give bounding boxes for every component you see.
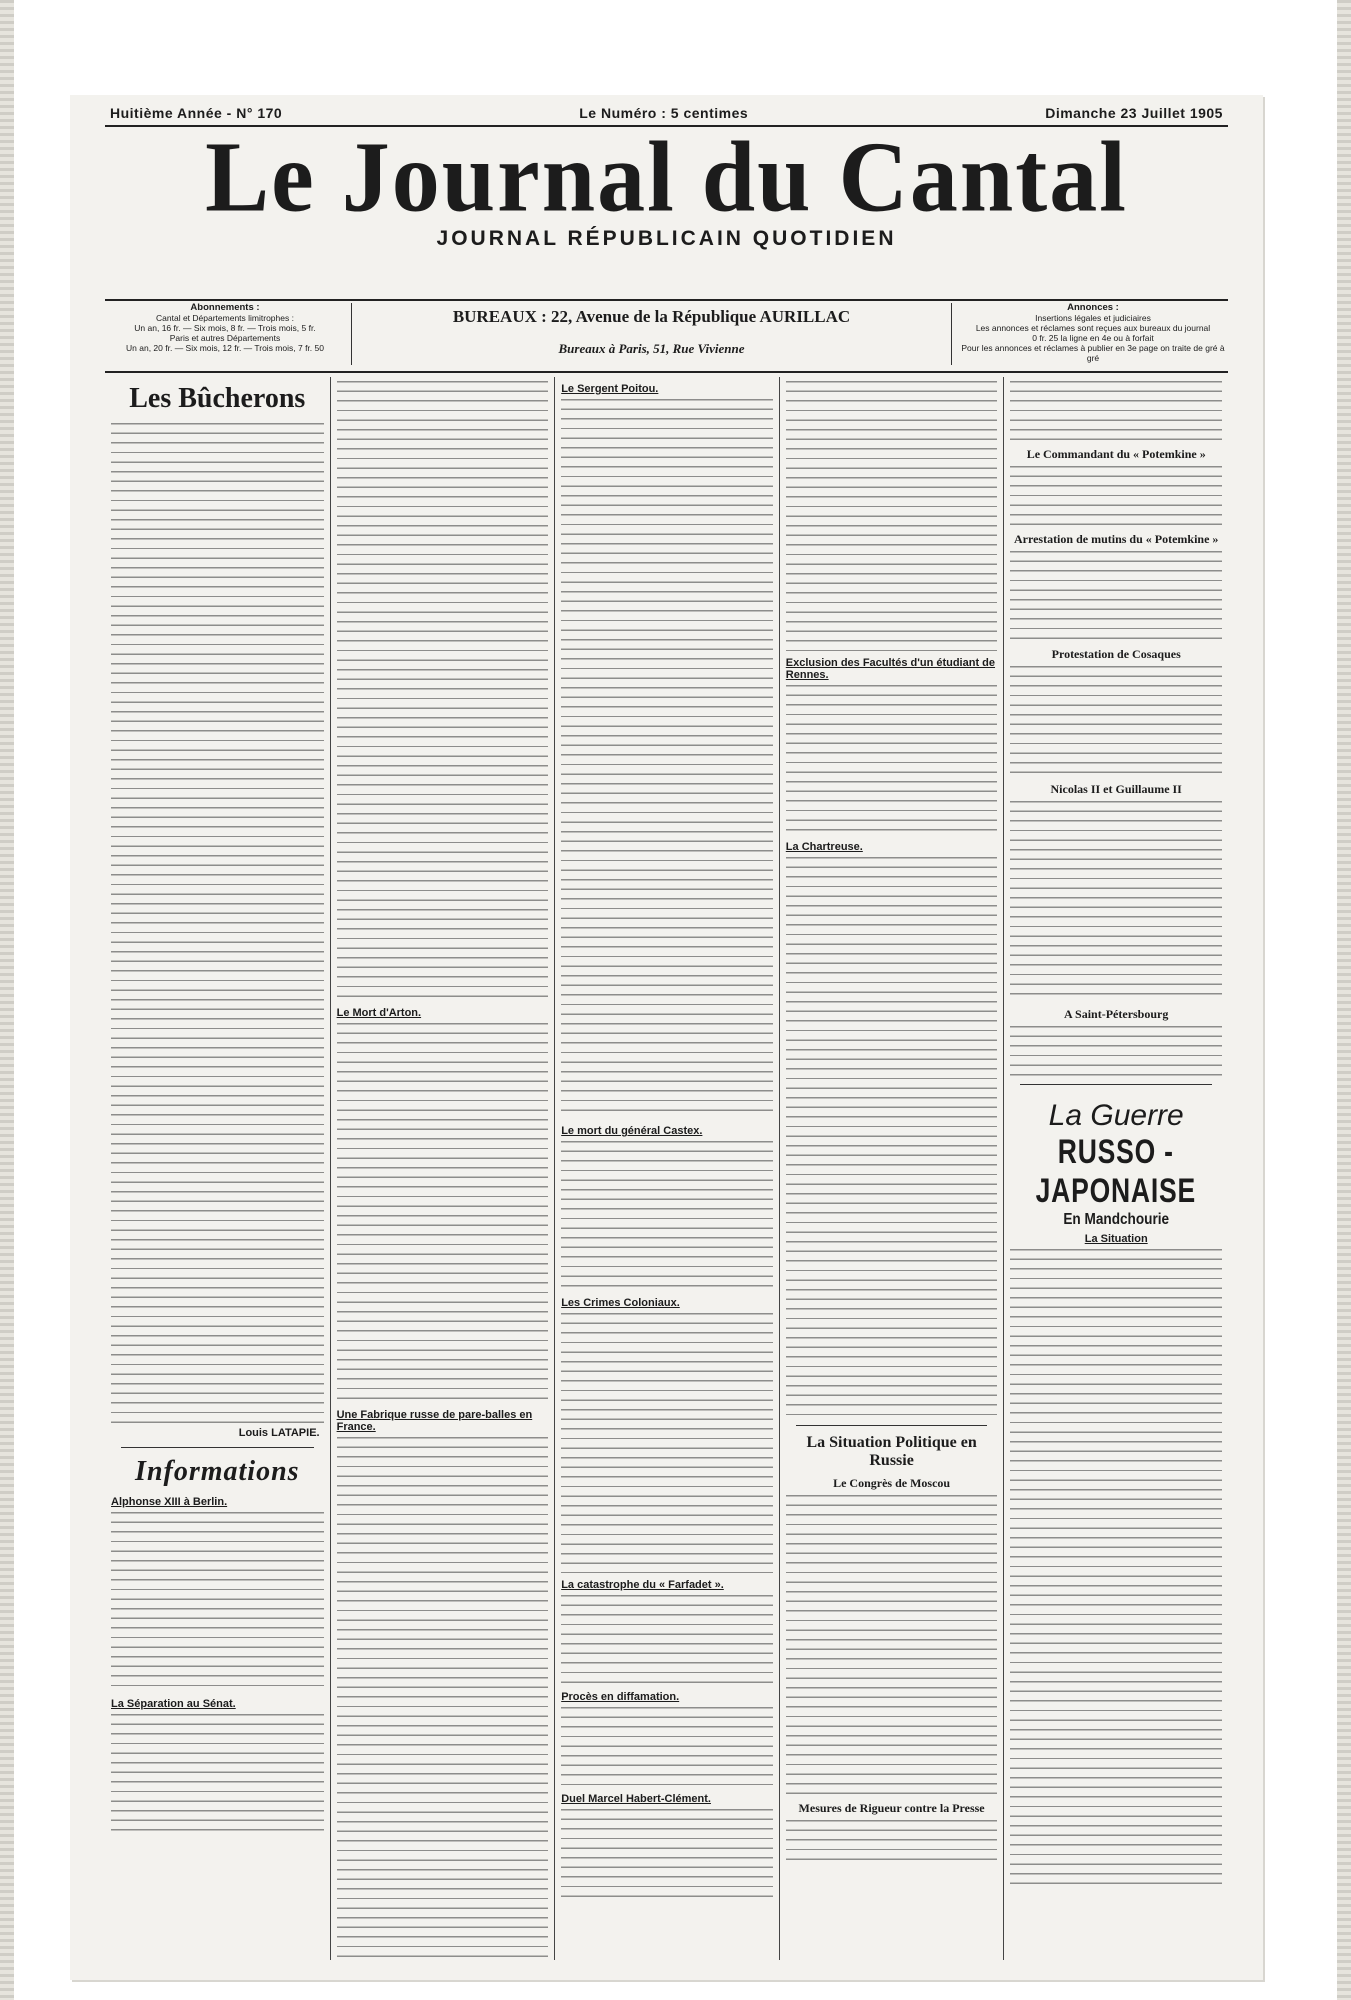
article-body-text <box>561 1595 773 1685</box>
newspaper-page <box>70 95 1263 1980</box>
article-body-text <box>786 685 998 835</box>
article-heading: Le Commandant du « Potemkine » <box>1026 447 1206 461</box>
column-1 <box>105 377 330 1960</box>
section-heading: La Situation Politique en Russie <box>806 1434 977 1469</box>
ads-line: Pour les annonces et réclames à publier en 3e page on traite de gré à gré <box>961 343 1225 363</box>
article-body-text <box>561 1707 773 1787</box>
subscription-heading: Abonnements : <box>190 302 260 313</box>
subscription-line: Un an, 20 fr. — Six mois, 12 fr. — Trois mois, 7 fr. 50 <box>126 343 324 353</box>
masthead <box>70 120 1263 251</box>
column-5 <box>1003 377 1228 1960</box>
subscription-line: Paris et autres Départements <box>169 333 281 343</box>
offices-box <box>352 303 951 365</box>
article-heading: Arrestation de mutins du « Potemkine » <box>1013 532 1219 546</box>
section-divider <box>796 1425 988 1426</box>
war-section-title <box>1010 1099 1222 1245</box>
column-4 <box>779 377 1004 1960</box>
subscription-box <box>105 303 352 365</box>
edition-number: Huitième Année - N° 170 <box>110 105 283 121</box>
article-body-text <box>1010 466 1222 526</box>
ads-box <box>951 303 1228 365</box>
article-body-text <box>786 1495 998 1795</box>
article-heading: La Chartreuse. <box>785 841 863 853</box>
article-body-text <box>561 1809 773 1899</box>
war-title-line3: En Mandchourie <box>1063 1211 1170 1228</box>
ads-line: Les annonces et réclames sont reçues aux bureaux du journal <box>975 323 1211 333</box>
issue-date: Dimanche 23 Juillet 1905 <box>1045 105 1223 121</box>
office-address: BUREAUX : 22, Avenue de la République AURILLAC <box>452 307 851 326</box>
article-body-text <box>1010 381 1222 441</box>
article-heading: Le Mort d'Arton. <box>336 1007 422 1019</box>
article-body-text <box>337 1437 549 1960</box>
article-heading: Exclusion des Facultés d'un étudiant de Rennes. <box>785 657 996 681</box>
article-body-text <box>786 381 998 651</box>
article-heading: Les Crimes Coloniaux. <box>561 1297 680 1309</box>
article-heading: Duel Marcel Habert-Clément. <box>561 1793 711 1805</box>
article-signature: Louis LATAPIE. <box>238 1427 320 1439</box>
article-body-text <box>786 857 998 1417</box>
article-body-text <box>786 1820 998 1860</box>
article-heading: Le mort du général Castex. <box>561 1125 703 1137</box>
section-divider <box>1020 1084 1212 1085</box>
right-paper-edge <box>1337 0 1351 2000</box>
left-paper-edge <box>0 0 14 2000</box>
article-heading: La Séparation au Sénat. <box>111 1698 236 1710</box>
article-body-text <box>1010 666 1222 776</box>
newspaper-title: Le Journal du Cantal <box>205 120 1128 233</box>
info-rule <box>105 371 1228 373</box>
ads-line: Insertions légales et judiciaires <box>1035 313 1151 323</box>
article-heading: Une Fabrique russe de pare-balles en France. <box>336 1409 533 1433</box>
article-body-text <box>1010 1026 1222 1076</box>
war-title-line1: La Guerre <box>1048 1099 1184 1132</box>
article-body-text <box>1010 1249 1222 1889</box>
section-heading: Informations <box>135 1456 300 1487</box>
article-heading: Protestation de Cosaques <box>1051 647 1181 661</box>
info-bar <box>105 303 1228 365</box>
article-body-text <box>1010 551 1222 641</box>
article-heading: Nicolas II et Guillaume II <box>1050 782 1182 796</box>
article-heading: Le Sergent Poitou. <box>561 383 659 395</box>
article-heading: Alphonse XIII à Berlin. <box>111 1496 228 1508</box>
article-body-text <box>1010 801 1222 1001</box>
newspaper-subtitle: JOURNAL RÉPUBLICAIN QUOTIDIEN <box>436 227 897 250</box>
issue-price: Le Numéro : 5 centimes <box>579 105 749 121</box>
article-body-text <box>111 1714 324 1834</box>
article-body-text <box>561 1313 773 1573</box>
article-heading: Les Bûcherons <box>129 383 306 414</box>
article-body-text <box>337 381 549 1001</box>
column-2 <box>330 377 555 1960</box>
article-heading: Procès en diffamation. <box>561 1691 680 1703</box>
column-3 <box>554 377 779 1960</box>
paris-office-address: Bureaux à Paris, 51, Rue Vivienne <box>558 341 745 356</box>
war-subheading: La Situation <box>1084 1233 1148 1245</box>
masthead-rule <box>105 299 1228 301</box>
war-title-line2: RUSSO - JAPONAISE <box>1036 1133 1197 1210</box>
article-body-text <box>337 1023 549 1403</box>
article-heading: Mesures de Rigueur contre la Presse <box>798 1801 985 1815</box>
article-body-text <box>561 399 773 1119</box>
ads-heading: Annonces : <box>1067 302 1119 313</box>
article-heading: La catastrophe du « Farfadet ». <box>561 1579 724 1591</box>
article-body-text <box>111 423 324 1423</box>
article-columns <box>105 377 1228 1960</box>
article-heading: A Saint-Pétersbourg <box>1064 1007 1169 1021</box>
subscription-line: Cantal et Départements limitrophes : <box>156 313 294 323</box>
subscription-line: Un an, 16 fr. — Six mois, 8 fr. — Trois mois, 5 fr. <box>134 323 316 333</box>
article-heading: Le Congrès de Moscou <box>833 1476 951 1490</box>
article-body-text <box>561 1141 773 1291</box>
section-divider <box>121 1447 314 1448</box>
header-topline <box>110 105 1223 121</box>
article-body-text <box>111 1512 324 1692</box>
ads-line: 0 fr. 25 la ligne en 4e ou à forfait <box>1032 333 1154 343</box>
